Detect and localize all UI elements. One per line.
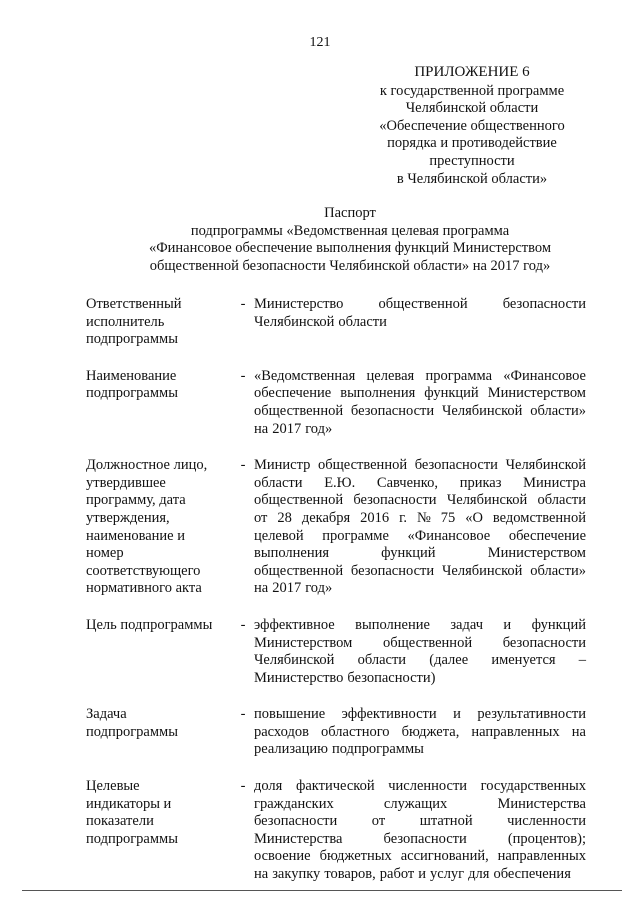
word: услуг (430, 866, 465, 883)
row-label-line: нормативного акта (86, 580, 202, 597)
row-dash: - (240, 706, 246, 723)
word: функций (424, 385, 479, 402)
row-value (254, 368, 586, 438)
row-value-line (254, 580, 586, 598)
word: численности (507, 813, 586, 830)
row-value-line (254, 457, 586, 475)
row-value-line (254, 706, 586, 724)
row-value (254, 778, 586, 884)
word: Е.Ю. (324, 474, 356, 491)
table-row (86, 706, 586, 759)
word: (процентов); (507, 830, 586, 847)
word: от (254, 509, 268, 526)
word: Министерства (254, 830, 343, 847)
appendix-line: к государственной программе (379, 82, 565, 99)
word: Министерством (487, 545, 586, 562)
word: «Ведомственная (254, 367, 356, 384)
row-label-line: подпрограммы (86, 830, 178, 847)
row-value-line (254, 866, 586, 884)
word: Челябинской (446, 492, 528, 509)
word: выполнения (340, 385, 416, 402)
word: безопасности) (347, 669, 436, 686)
page-bottom-rule (22, 890, 622, 891)
row-label-line: подпрограммы (86, 385, 178, 402)
page-number: 121 (309, 35, 331, 50)
row-dash: - (240, 367, 246, 384)
word: бюджетных (319, 848, 392, 865)
word: для (468, 866, 490, 883)
word: области» (530, 402, 586, 419)
word: области» (530, 562, 586, 579)
word: выполнение (355, 616, 430, 633)
row-value-line (254, 741, 586, 759)
word: Министерством (487, 385, 586, 402)
word: подпрограммы (331, 741, 424, 758)
word: государственных (480, 778, 586, 795)
appendix-title: ПРИЛОЖЕНИЕ 6 (414, 64, 530, 80)
word: области (537, 492, 586, 509)
appendix-line: «Обеспечение общественного (379, 117, 565, 134)
word: и (418, 866, 427, 883)
word: (далее (429, 652, 469, 669)
word: эффективное (254, 616, 335, 633)
row-label-line: Цель подпрограммы (86, 616, 213, 633)
row-label (86, 457, 232, 598)
row-label (86, 617, 232, 687)
row-value-line (254, 831, 586, 849)
word: именуется (491, 652, 556, 669)
appendix-block (352, 64, 592, 188)
word: областного (321, 723, 390, 740)
word: на (254, 580, 269, 597)
word: гражданских (254, 795, 334, 812)
word: общественной (318, 457, 408, 474)
word: безопасности (350, 562, 435, 579)
row-label-line: исполнитель (86, 313, 165, 330)
row-value-line (254, 724, 586, 742)
word: на (254, 866, 269, 883)
row-value-line (254, 385, 586, 403)
word: функций (381, 545, 436, 562)
word: Министр (254, 457, 311, 474)
word: освоение (254, 848, 311, 865)
word: на (571, 723, 586, 740)
word: г. (399, 509, 408, 526)
word: обеспечения (493, 866, 571, 883)
row-dash: - (240, 616, 246, 633)
word: и (453, 706, 461, 723)
row-value-line (254, 796, 586, 814)
word: безопасности (383, 830, 467, 847)
word: безопасности (350, 402, 435, 419)
word: задач (450, 616, 484, 633)
word: результативности (477, 706, 586, 723)
word: направленных (471, 723, 560, 740)
word: общественной (382, 634, 473, 651)
row-label (86, 296, 232, 349)
row-label-line: программу, дата (86, 492, 186, 509)
word: общественной (378, 296, 468, 312)
word: от (371, 813, 386, 830)
word: 75 (440, 509, 456, 526)
word: 28 (277, 509, 292, 526)
word: служащих (383, 795, 448, 812)
word: «Финансовое (407, 527, 491, 544)
word: расходов (254, 723, 309, 740)
row-dash: - (240, 457, 246, 474)
word: безопасности (502, 634, 586, 651)
row-value-line (254, 563, 586, 581)
word: направленных (497, 848, 586, 865)
word: Министерство (254, 669, 344, 686)
row-dash: - (240, 296, 246, 312)
row-value-line (254, 848, 586, 866)
row-value-line (254, 403, 586, 421)
passport-table (86, 296, 586, 903)
word: доля (254, 778, 283, 795)
table-row (86, 778, 586, 884)
row-dash: - (240, 778, 246, 795)
row-label-line: Ответственный (86, 296, 182, 312)
row-label-line: утверждения, (86, 509, 170, 526)
word: Челябинской (254, 313, 335, 330)
word: «Финансовое (503, 367, 586, 384)
row-label-line: индикаторы и (86, 795, 172, 812)
row-label-line: Целевые (86, 778, 140, 795)
word: безопасности (353, 492, 437, 509)
row-label-line: Наименование (86, 367, 177, 384)
row-value-line (254, 545, 586, 563)
row-value (254, 706, 586, 759)
row-value-line (254, 635, 586, 653)
word: области (338, 313, 387, 330)
row-label-line: показатели (86, 813, 154, 830)
word: работ (379, 866, 415, 883)
row-value (254, 617, 586, 687)
word: Министра (523, 474, 586, 491)
row-value-line (254, 368, 586, 386)
row-value-line (254, 421, 586, 439)
word: Челябинской (441, 562, 523, 579)
row-value-line (254, 670, 586, 688)
passport-heading (60, 205, 640, 275)
word: Министерством (254, 634, 353, 651)
word: целевой (254, 527, 304, 544)
word: товаров, (324, 866, 376, 883)
row-label-line: подпрограммы (86, 723, 178, 740)
word: повышение (254, 706, 326, 723)
word: и (503, 616, 512, 633)
word: Челябинской (254, 652, 335, 669)
word: области (254, 474, 303, 491)
row-value-line (254, 652, 586, 670)
word: Министерство (254, 296, 344, 312)
row-label-line: Задача (86, 706, 127, 723)
row-value (254, 296, 586, 349)
word: общественной (254, 562, 344, 579)
appendix-line: порядка и противодействие (387, 135, 557, 152)
word: «О (465, 509, 483, 526)
word: функций (531, 616, 586, 633)
table-row (86, 296, 586, 349)
appendix-line: Челябинской области (405, 100, 539, 117)
word: общественной (254, 402, 344, 419)
word: области (357, 652, 407, 669)
row-label-line: номер (86, 545, 124, 562)
passport-line: «Финансовое обеспечение выполнения функций Министерством (148, 240, 552, 257)
row-value-line (254, 528, 586, 546)
word: общественной (254, 492, 344, 509)
word: обеспечение (508, 527, 586, 544)
word: ведомственной (492, 509, 586, 526)
word: эффективности (341, 706, 437, 723)
word: бюджета, (401, 723, 460, 740)
word: 2016 (360, 509, 390, 526)
word: целевая (366, 367, 415, 384)
table-row (86, 617, 586, 687)
word: 2017 (272, 420, 302, 437)
word: безопасности (254, 813, 338, 830)
row-label (86, 706, 232, 759)
word: выполнения (254, 545, 330, 562)
row-value-line (254, 813, 586, 831)
word: на (254, 420, 269, 437)
row-value-line (254, 314, 586, 332)
word: фактической (295, 778, 375, 795)
word: безопасности (502, 296, 586, 312)
row-value-line (254, 778, 586, 796)
word: реализацию (254, 741, 328, 758)
table-row (86, 368, 586, 438)
row-label-line: подпрограммы (86, 331, 178, 348)
word: – (578, 652, 586, 669)
word: декабря (301, 509, 351, 526)
row-label (86, 368, 232, 438)
appendix-line: в Челябинской области» (396, 170, 548, 187)
word: год» (305, 420, 333, 437)
row-label (86, 778, 232, 884)
word: обеспечение (254, 385, 332, 402)
word: 2017 (272, 580, 302, 597)
word: Челябинской (505, 457, 586, 474)
passport-line: общественной безопасности Челябинской области» на 2017 год» (149, 257, 551, 274)
passport-title: Паспорт (324, 205, 376, 221)
row-label-line: Должностное лицо, (86, 457, 208, 474)
row-label-line: наименование и (86, 527, 186, 544)
word: год» (305, 580, 333, 597)
word: численности (388, 778, 468, 795)
row-value-line (254, 617, 586, 635)
row-value-line (254, 475, 586, 493)
word: штатной (419, 813, 473, 830)
row-value-line (254, 510, 586, 528)
row-value-line (254, 492, 586, 510)
word: программа (425, 367, 493, 384)
word: № (416, 509, 431, 526)
row-value-line (254, 296, 586, 314)
appendix-line: преступности (429, 152, 515, 169)
word: Савченко, (376, 474, 438, 491)
word: Министерства (497, 795, 586, 812)
word: программе (322, 527, 389, 544)
word: безопасности (414, 457, 498, 474)
table-row (86, 457, 586, 598)
row-value (254, 457, 586, 598)
passport-line: подпрограммы «Ведомственная целевая программа (190, 222, 510, 239)
word: закупку (272, 866, 321, 883)
word: ассигнований, (400, 848, 489, 865)
word: приказ (459, 474, 502, 491)
row-label-line: соответствующего (86, 562, 201, 579)
word: Челябинской (441, 402, 523, 419)
row-label-line: утвердившее (86, 474, 166, 491)
